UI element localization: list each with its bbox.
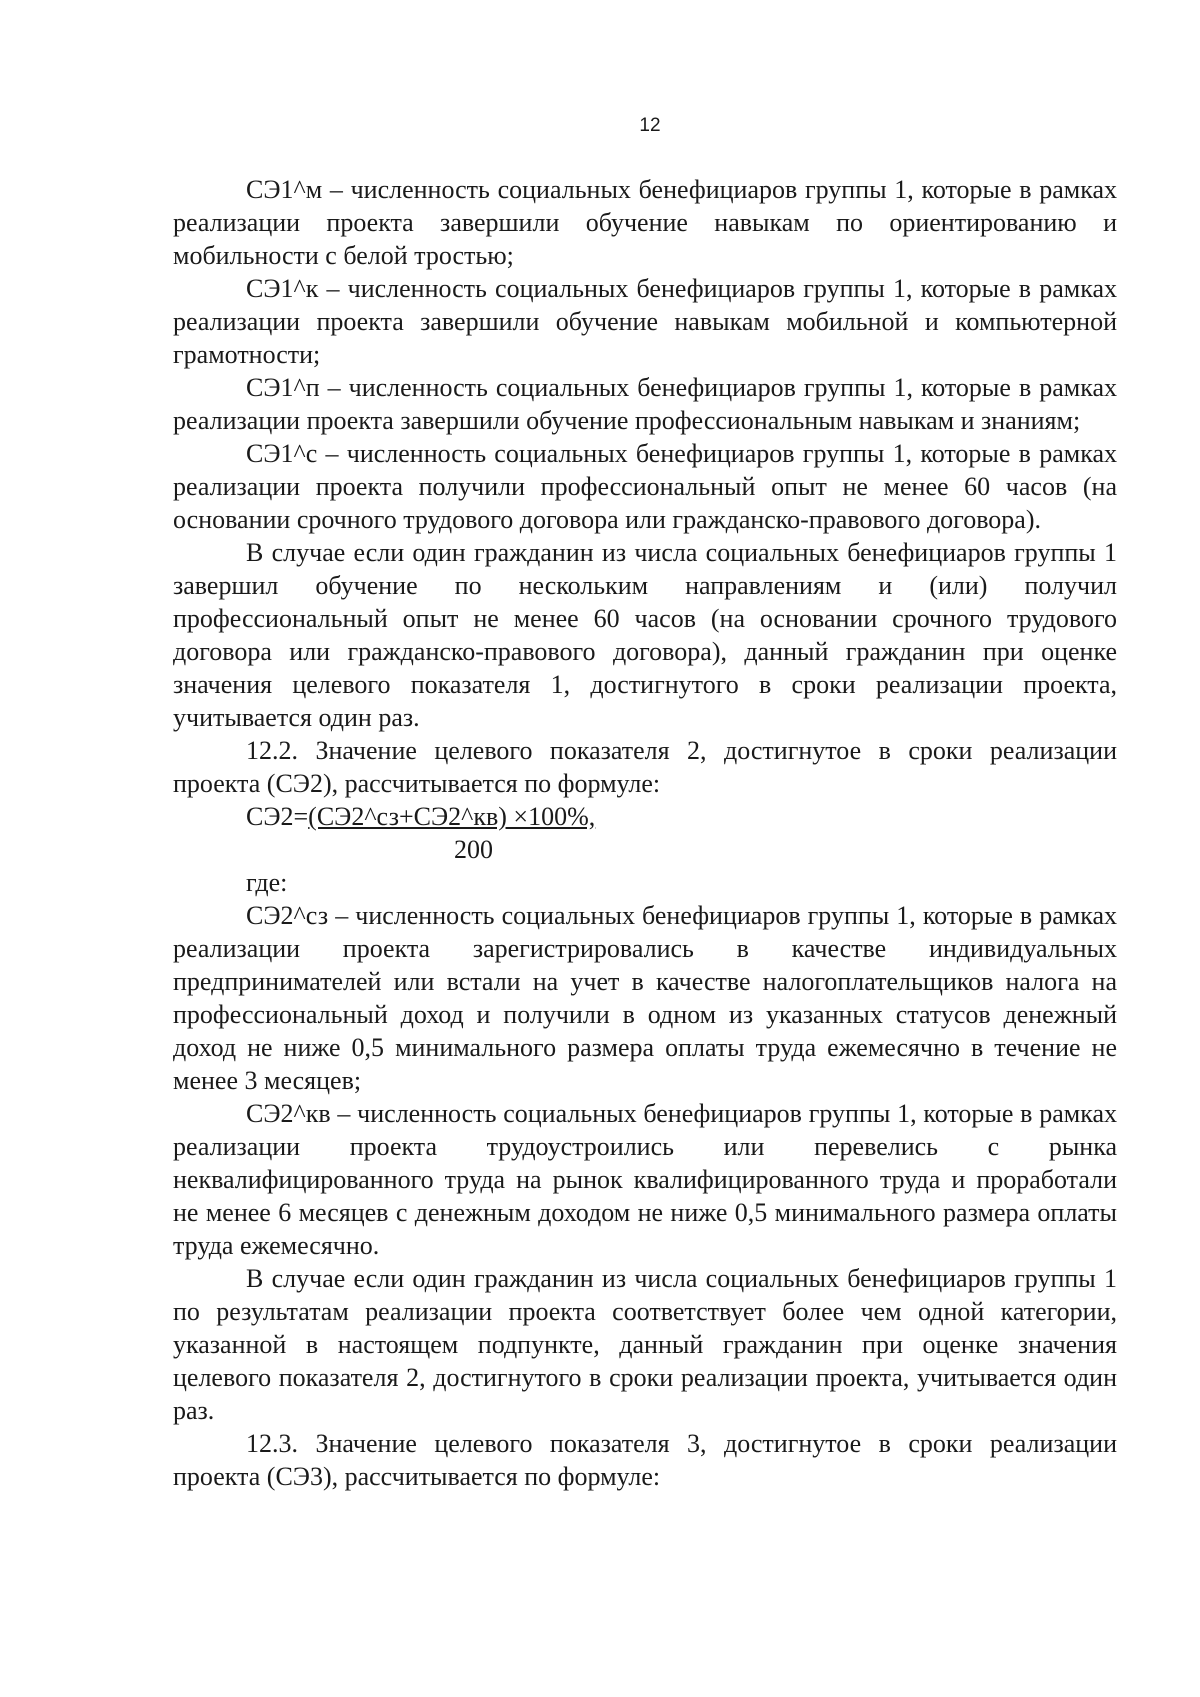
paragraph-se1s-definition: СЭ1^с – численность социальных бенефициаров группы 1, которые в рамках реализации проекта получили профессиональный опыт не менее 60 часов (на основании срочного трудового договора или гражданско-правового договора).	[173, 439, 1117, 534]
paragraph-se1m-definition: СЭ1^м – численность социальных бенефициаров группы 1, которые в рамках реализации проекта завершили обучение навыкам по ориентированию и мобильности с белой тростью;	[173, 175, 1117, 270]
paragraph-12-3-heading: 12.3. Значение целевого показателя 3, достигнутое в сроки реализации проекта (СЭ3), рассчитывается по формуле:	[173, 1429, 1117, 1491]
page-number: 12	[639, 115, 661, 136]
paragraph-indicator-2-note: В случае если один гражданин из числа социальных бенефициаров группы 1 по результатам реализации проекта соответствует более чем одной категории, указанной в настоящем подпункте, данный гражданин при оценке значения целевого показателя 2, достигнутого в сроки реализации проекта, учитывается один раз.	[173, 1264, 1117, 1425]
paragraph-indicator-1-note: В случае если один гражданин из числа социальных бенефициаров группы 1 завершил обучение по нескольким направлениям и (или) получил профессиональный опыт не менее 60 часов (на основании срочного трудового договора или гражданско-правового договора), данный гражданин при оценке значения целевого показателя 1, достигнутого в сроки реализации проекта, учитывается один раз.	[173, 538, 1117, 732]
formula-lhs: СЭ2=	[246, 802, 309, 831]
formula-numerator: (СЭ2^сз+СЭ2^кв) ×100%,	[308, 802, 596, 831]
document-body	[173, 173, 1117, 1493]
paragraph-12-2-heading: 12.2. Значение целевого показателя 2, достигнутое в сроки реализации проекта (СЭ2), рассчитывается по формуле:	[173, 736, 1117, 798]
paragraph-se1p-definition: СЭ1^п – численность социальных бенефициаров группы 1, которые в рамках реализации проекта завершили обучение профессиональным навыкам и знаниям;	[173, 373, 1117, 435]
formula-se2	[173, 800, 1117, 833]
paragraph-se2sz-definition: СЭ2^сз – численность социальных бенефициаров группы 1, которые в рамках реализации проекта зарегистрировались в качестве индивидуальных предпринимателей или встали на учет в качестве налогоплательщиков налога на профессиональный доход и получили в одном из указанных статусов денежный доход не ниже 0,5 минимального размера оплаты труда ежемесячно в течение не менее 3 месяцев;	[173, 901, 1117, 1095]
paragraph-se1k-definition: СЭ1^к – численность социальных бенефициаров группы 1, которые в рамках реализации проекта завершили обучение навыкам мобильной и компьютерной грамотности;	[173, 274, 1117, 369]
formula-where-label: где:	[246, 868, 288, 897]
paragraph-se2kv-definition: СЭ2^кв – численность социальных бенефициаров группы 1, которые в рамках реализации проекта трудоустроились или перевелись с рынка неквалифицированного труда на рынок квалифицированного труда и проработали не менее 6 месяцев с денежным доходом не ниже 0,5 минимального размера оплаты труда ежемесячно.	[173, 1099, 1117, 1260]
formula-denominator: 200	[454, 835, 493, 864]
